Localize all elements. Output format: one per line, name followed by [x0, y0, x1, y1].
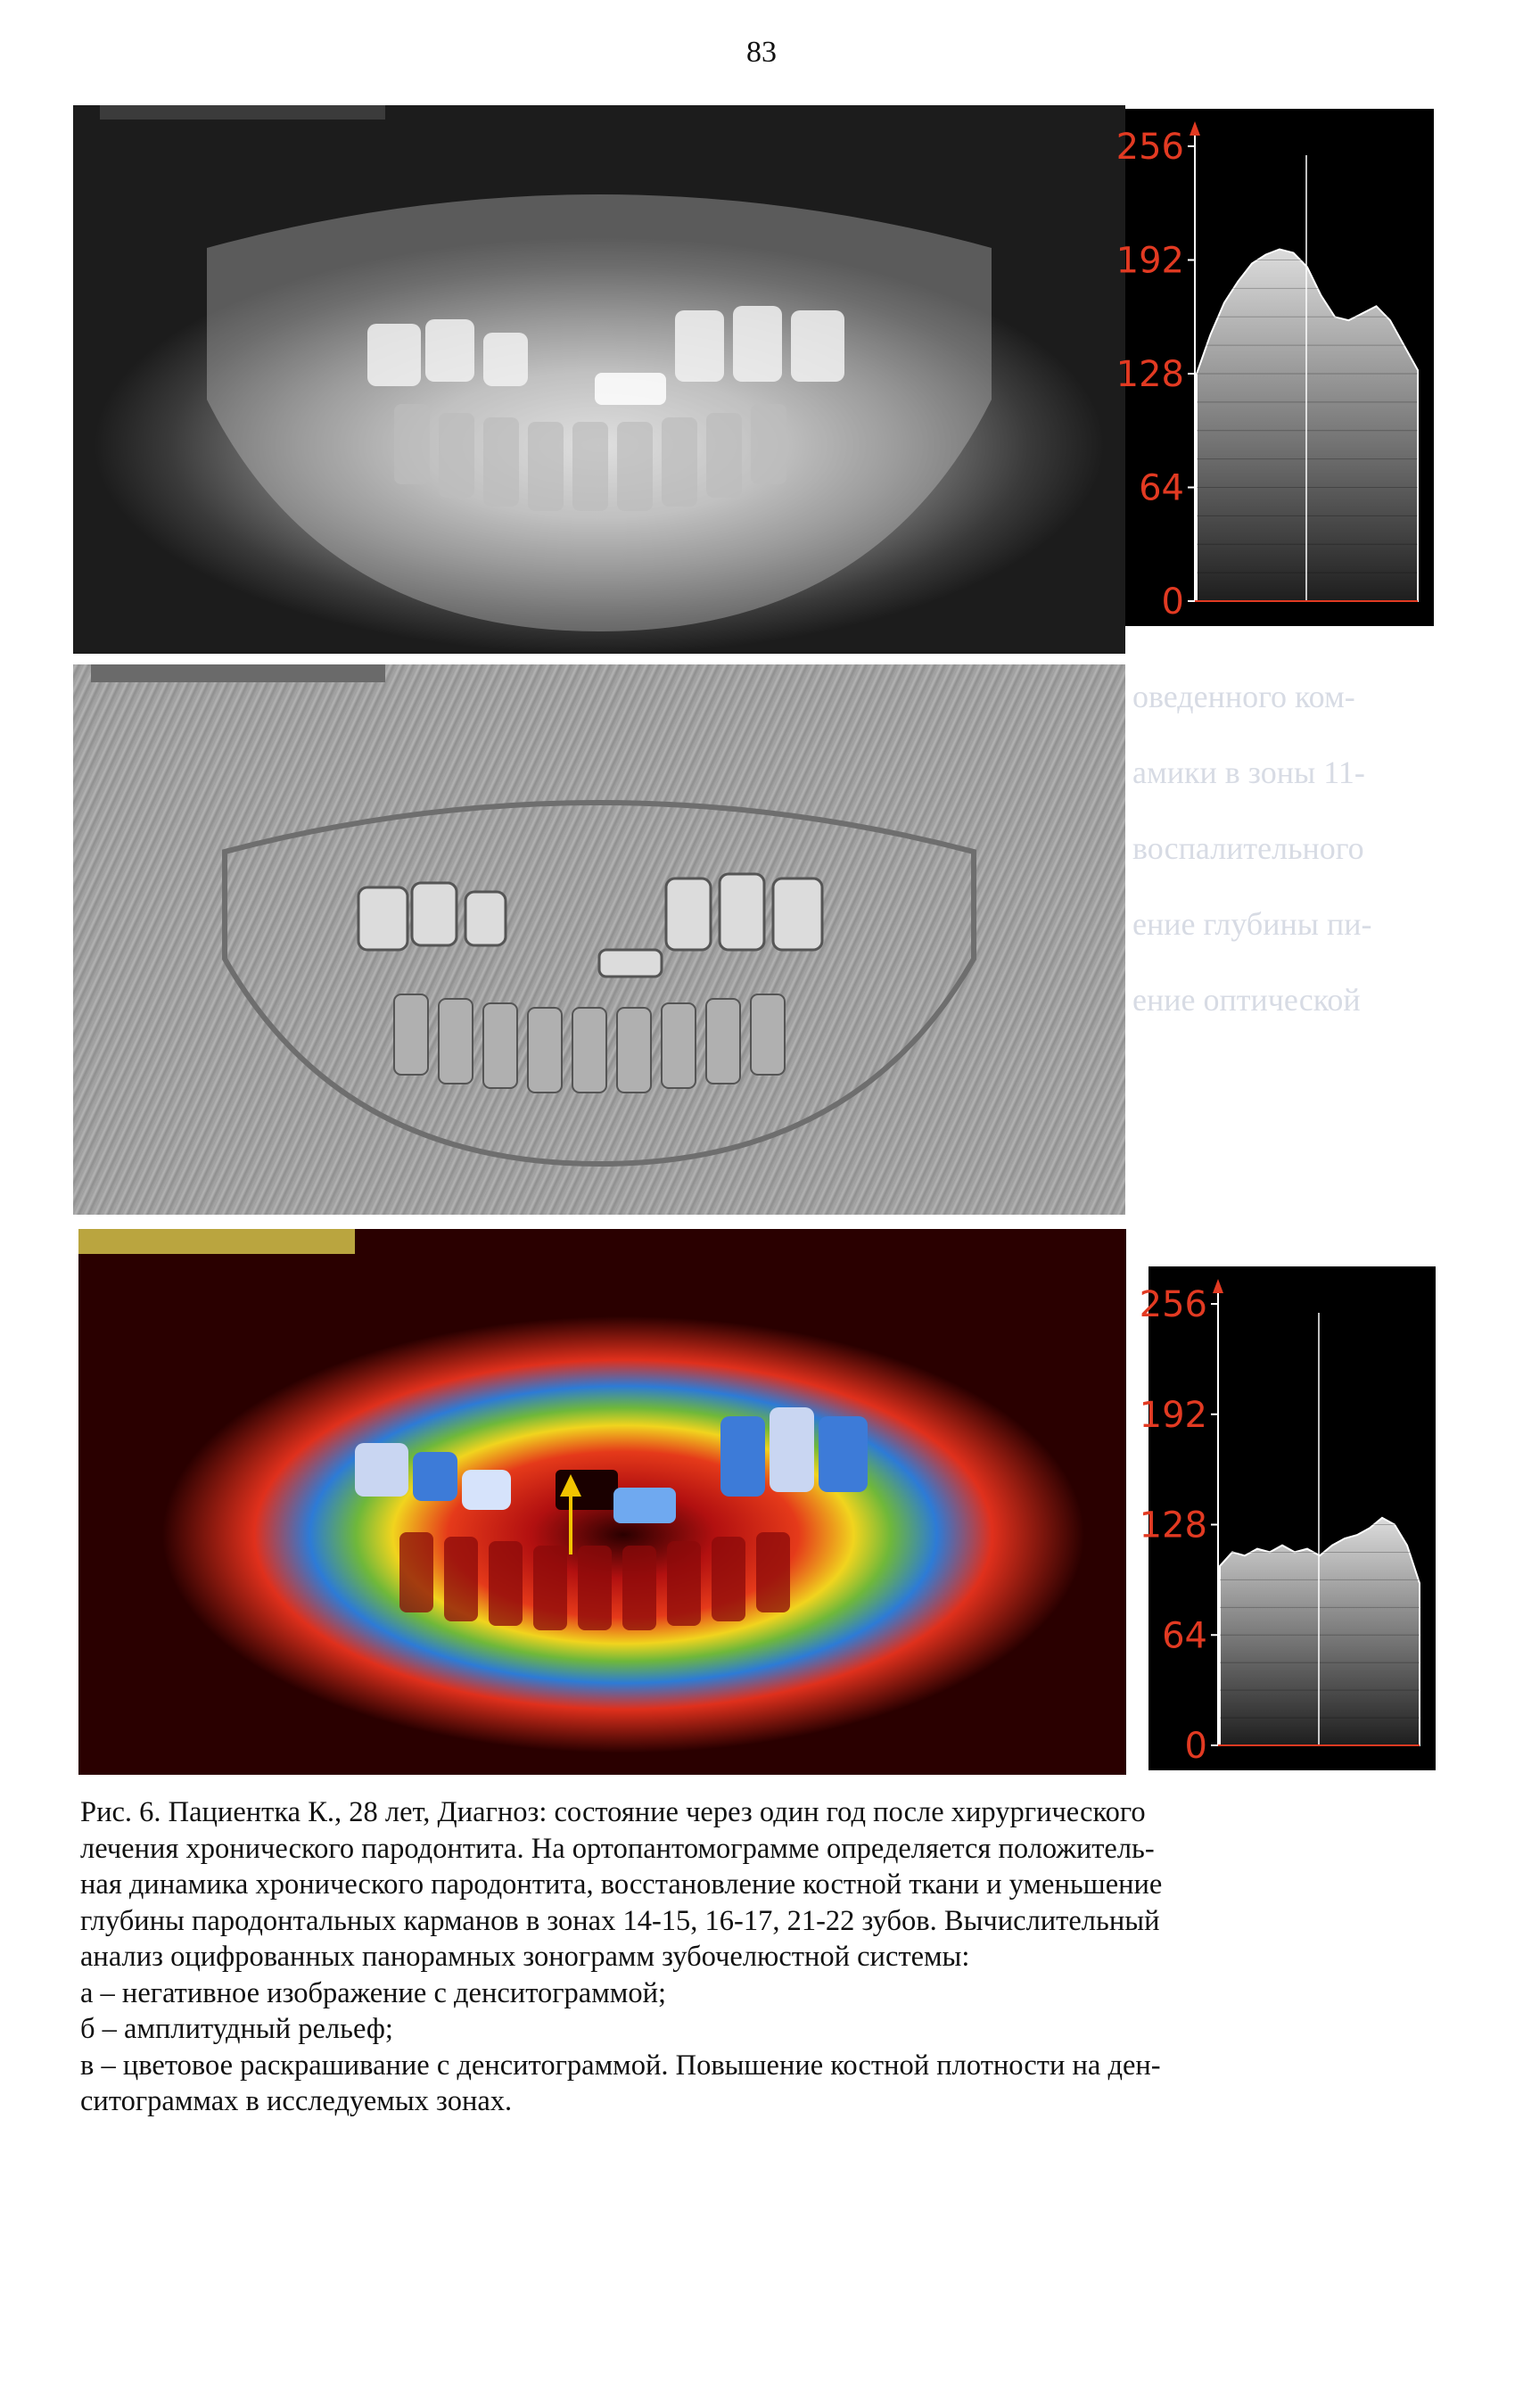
densitogram-tick-label: 0	[1161, 581, 1184, 623]
densitogram-tick-label: 256	[1139, 1284, 1207, 1325]
densitogram-c-chart	[1139, 1266, 1436, 1770]
caption-line: б – амплитудный рельеф;	[80, 2013, 393, 2045]
figure-caption	[80, 1794, 1436, 2120]
caption-line: лечения хронического пародонтита. На ортопантомограмме определяется положитель-	[80, 1832, 1155, 1865]
panel-c-label-strip	[78, 1229, 355, 1254]
caption-line: ная динамика хронического пародонтита, восстановление костной ткани и уменьшение	[80, 1868, 1163, 1901]
panel-b-jaw-outline	[225, 803, 974, 1164]
panel-c-color-coded	[78, 1229, 1126, 1775]
densitogram-axis-arrow	[1190, 121, 1200, 136]
densitogram-a	[1115, 109, 1434, 626]
panel-c-illustration	[78, 1229, 1126, 1775]
panel-c-lower-teeth	[399, 1532, 790, 1630]
panel-a-illustration	[73, 105, 1125, 654]
caption-line: ситограммах в исследуемых зонах.	[80, 2085, 513, 2117]
densitogram-tick-label: 64	[1139, 467, 1184, 509]
panel-b-lower-teeth	[394, 994, 785, 1093]
ghost-text-2: амики в зоны 11-	[1132, 755, 1365, 790]
panel-a-negative-image	[73, 105, 1125, 654]
panel-b-label-strip	[91, 664, 385, 682]
densitogram-c	[1139, 1266, 1436, 1770]
ghost-text-5: ение оптической	[1132, 982, 1361, 1018]
panel-b-teeth	[358, 874, 822, 977]
densitogram-a-chart	[1115, 109, 1434, 626]
densitogram-tick-label: 64	[1162, 1615, 1207, 1657]
densitogram-tick-label: 128	[1139, 1505, 1207, 1546]
ghost-text-3: воспалительного	[1132, 830, 1364, 866]
caption-line: глубины пародонтальных карманов в зонах 14-15, 16-17, 21-22 зубов. Вычислительный	[80, 1904, 1160, 1937]
ghost-text-1: оведенного ком-	[1132, 679, 1355, 714]
caption-line: а – негативное изображение с денситограммой;	[80, 1976, 667, 2009]
densitogram-area	[1197, 250, 1418, 602]
densitogram-tick-label: 256	[1115, 127, 1184, 168]
caption-line: Рис. 6. Пациентка К., 28 лет, Диагноз: состояние через один год после хирургического	[80, 1796, 1146, 1828]
caption-line: в – цветовое раскрашивание с денситограммой. Повышение костной плотности на ден-	[80, 2049, 1161, 2082]
densitogram-axis-arrow	[1213, 1279, 1223, 1293]
panel-c-teeth	[355, 1407, 868, 1523]
ghost-text-4: ение глубины пи-	[1132, 906, 1372, 942]
page-number: 83	[746, 36, 777, 69]
densitogram-tick-label: 128	[1115, 354, 1184, 395]
densitogram-tick-label: 192	[1115, 240, 1184, 282]
densitogram-tick-label: 0	[1184, 1726, 1207, 1767]
panel-a-label-strip	[100, 105, 385, 120]
panel-b-illustration	[73, 664, 1125, 1215]
caption-line: анализ оцифрованных панорамных зонограмм зубочелюстной системы:	[80, 1941, 970, 1973]
panel-b-amplitude-relief	[73, 664, 1125, 1215]
panel-a-jaw	[207, 194, 992, 631]
densitogram-tick-label: 192	[1139, 1394, 1207, 1436]
